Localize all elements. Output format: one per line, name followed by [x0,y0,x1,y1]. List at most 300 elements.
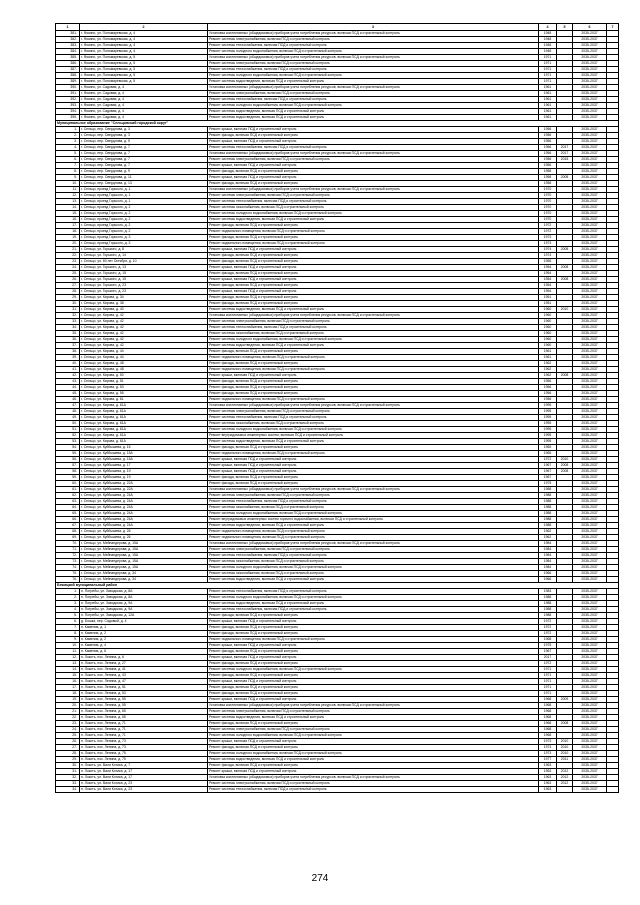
work-type-cell: Ремонт крыши, включая ПСД и строительный контроль [208,469,539,475]
year-built-cell: 1973 [539,739,557,745]
year-built-cell: 1977 [539,757,557,763]
last-repair-cell: 2010 [557,745,573,751]
year-built-cell: 1962 [539,373,557,379]
last-repair-cell: 2015 [557,157,573,163]
work-type-cell: Ремонт фасада, включая ПСД и строительный контроль [208,349,539,355]
row-number: 15. [56,673,80,679]
period-cell: 2035-2037 [573,97,607,103]
year-built-cell: 1971 [539,691,557,697]
work-type-cell: Ремонт системы теплоснабжения, включая ПСД и строительный контроль [208,607,539,613]
address-cell: г. Фокино, ул. Садовая, д. 4 [80,97,208,103]
year-built-cell: 1984 [539,541,557,547]
work-type-cell: Ремонт системы холодного водоснабжения, включая ПСД и строительный контроль [208,733,539,739]
row-number: 395. [56,115,80,121]
address-cell: д. Бошка, пер. Садовый, д. 4 [80,619,208,625]
last-repair-cell: 2017 [557,145,573,151]
year-built-cell: 1970 [539,217,557,223]
address-cell: г. Фокино, ул. Пономаревская, д. 5 [80,55,208,61]
row-number: 39. [56,355,80,361]
period-cell: 2035-2037 [573,211,607,217]
work-type-cell: Ремонт системы теплоснабжения, включая ПСД и строительный контроль [208,67,539,73]
address-cell: г. Сельцо, ул. Кирова, д. 61А [80,421,208,427]
address-cell: п. Локоть, пос. Ленина, д. 65 [80,715,208,721]
period-cell: 2035-2037 [573,523,607,529]
work-type-cell: Установка коллективных (общедомовых) приборов учета потребления ресурсов, включая ПСД и строительный контроль [208,31,539,37]
work-type-cell: Ремонт фасада, включая ПСД и строительный контроль [208,685,539,691]
period-cell: 2035-2037 [573,439,607,445]
period-cell: 2035-2037 [573,655,607,661]
row-number: 40. [56,361,80,367]
work-type-cell: Ремонт фасада, включая ПСД и строительный контроль [208,661,539,667]
row-number: 5. [56,151,80,157]
work-type-cell: Ремонт крыши, включая ПСД и строительный контроль [208,373,539,379]
year-built-cell: 1965 [539,451,557,457]
table-body [56,31,619,793]
period-cell: 2035-2037 [573,229,607,235]
work-type-cell: Ремонт системы теплоснабжения, включая ПСД и строительный контроль [208,787,539,793]
row-number: 74. [56,565,80,571]
year-built-cell: 1960 [539,337,557,343]
year-built-cell: 1988 [539,523,557,529]
address-cell: п. Камелия, д. 6 [80,649,208,655]
row-number: 12. [56,193,80,199]
work-type-cell: Ремонт системы водоотведения, включая ПСД и строительный контроль [208,109,539,115]
row-number: 61. [56,487,80,493]
row-number: 62. [56,493,80,499]
period-cell: 2035-2037 [573,259,607,265]
work-type-cell: Ремонт фасада, включая ПСД и строительный контроль [208,301,539,307]
address-cell: г. Фокино, ул. Пономаревская, д. 4 [80,37,208,43]
period-cell: 2035-2037 [573,499,607,505]
work-type-cell: Ремонт внутридомовых инженерных систем, включая ПСД и строительный контроль [208,433,539,439]
address-cell: г. Сельцо, ул. Горького, д. 15 [80,277,208,283]
address-cell: п. Локоть, пос. Ленина, д. 71 [80,727,208,733]
year-built-cell: 1966 [539,571,557,577]
period-cell: 2035-2037 [573,493,607,499]
work-type-cell: Ремонт крыши, включая ПСД и строительный контроль [208,643,539,649]
row-number: 391. [56,91,80,97]
year-built-cell: 1972 [539,661,557,667]
work-type-cell: Ремонт крыши, включая ПСД и строительный контроль [208,457,539,463]
work-type-cell: Ремонт системы теплоснабжения, включая ПСД и строительный контроль [208,589,539,595]
row-number: 18. [56,691,80,697]
period-cell: 2035-2037 [573,517,607,523]
work-type-cell: Ремонт подвального помещения, включая ПСД и строительный контроль [208,367,539,373]
work-type-cell: Ремонт крыши, включая ПСД и строительный контроль [208,697,539,703]
work-type-cell: Установка коллективных (общедомовых) приборов учета потребления ресурсов, включая ПСД и строительный контроль [208,775,539,781]
header-cell: 7 [607,24,619,31]
year-built-cell: 1956 [539,145,557,151]
year-built-cell: 1995 [539,415,557,421]
address-cell: п. Камелия, д. 1 [80,625,208,631]
row-number: 73. [56,559,80,565]
row-number: 25. [56,271,80,277]
address-cell: г. Сельцо, ул. Куйбышева, д. 24А [80,523,208,529]
row-number: 386. [56,61,80,67]
address-cell: г. Сельцо, ул. Куйбышева, д. 24А [80,511,208,517]
period-cell: 2035-2037 [573,205,607,211]
period-cell: 2035-2037 [573,697,607,703]
year-built-cell: 1971 [539,673,557,679]
period-cell: 2035-2037 [573,721,607,727]
last-repair-cell [557,787,573,793]
row-number: 20. [56,703,80,709]
work-type-cell: Установка коллективных (общедомовых) приборов учета потребления ресурсов, включая ПСД и строительный контроль [208,487,539,493]
work-type-cell: Ремонт системы теплоснабжения, включая ПСД и строительный контроль [208,97,539,103]
address-cell: г. Сельцо, ул. Кирова, д. 44 [80,355,208,361]
address-cell: п. Локоть, пос. Ленина, д. 75 [80,757,208,763]
last-repair-cell: 2008 [557,277,573,283]
row-number: 18. [56,229,80,235]
work-type-cell: Ремонт фасада, включая ПСД и строительный контроль [208,481,539,487]
address-cell: г. Сельцо, ул. Куйбышева, д. 26 [80,529,208,535]
year-built-cell: 1974 [539,253,557,259]
work-type-cell: Ремонт системы электроснабжения, включая ПСД и строительный контроль [208,61,539,67]
last-repair-cell: 2012 [557,769,573,775]
period-cell: 2035-2037 [573,73,607,79]
year-built-cell: 1972 [539,631,557,637]
address-cell: г. Сельцо, ул. Горького, д. 15 [80,271,208,277]
address-cell: г. Сельцо, ул. Кирова, д. 61А [80,433,208,439]
row-number: 69. [56,535,80,541]
year-built-cell: 1960 [539,343,557,349]
year-built-cell: 1956 [539,139,557,145]
address-cell: г. Сельцо, пер. Свердлова, д. 7 [80,145,208,151]
year-built-cell: 1984 [539,547,557,553]
header-row [56,24,619,31]
address-cell: г. Сельцо, ул. Горького, д. 13 [80,265,208,271]
row-number: 26. [56,739,80,745]
last-repair-cell: 2011 [557,757,573,763]
year-built-cell: 1956 [539,163,557,169]
row-number: 9. [56,637,80,643]
year-built-cell: 1972 [539,229,557,235]
last-repair-cell: 2009 [557,697,573,703]
work-type-cell: Установка коллективных (общедомовых) приборов учета потребления ресурсов, включая ПСД и строительный контроль [208,403,539,409]
year-built-cell: 1974 [539,247,557,253]
work-type-cell: Ремонт системы электроснабжения, включая ПСД и строительный контроль [208,319,539,325]
row-number: 385. [56,55,80,61]
year-built-cell: 1961 [539,91,557,97]
work-type-cell: Ремонт подвального помещения, включая ПСД и строительный контроль [208,241,539,247]
address-cell: п. Локоть, пос. Ленина, д. 71 [80,721,208,727]
year-built-cell: 1995 [539,421,557,427]
period-cell: 2035-2037 [573,427,607,433]
work-type-cell: Установка коллективных (общедомовых) приборов учета потребления ресурсов, включая ПСД и строительный контроль [208,703,539,709]
year-built-cell: 1984 [539,553,557,559]
year-built-cell: 1961 [539,85,557,91]
work-type-cell: Ремонт системы газоснабжения, включая ПСД и строительный контроль [208,205,539,211]
address-cell: п. Потребы, ул. Заводская, д. 9А [80,601,208,607]
year-built-cell: 1973 [539,751,557,757]
program-table [55,23,619,793]
period-cell: 2035-2037 [573,553,607,559]
period-cell: 2035-2037 [573,37,607,43]
row-number: 14. [56,205,80,211]
address-cell: г. Фокино, ул. Садовая, д. 4 [80,85,208,91]
year-built-cell: 1988 [539,607,557,613]
work-type-cell: Ремонт крыши, включая ПСД и строительный контроль [208,289,539,295]
last-repair-cell: 2008 [557,721,573,727]
period-cell: 2035-2037 [573,157,607,163]
header-cell: 3 [208,24,539,31]
year-built-cell: 1984 [539,559,557,565]
row-number: 56. [56,457,80,463]
address-cell: г. Сельцо, проезд Горького, д. 2 [80,229,208,235]
work-type-cell: Ремонт фасада, включая ПСД и строительный контроль [208,259,539,265]
period-cell: 2035-2037 [573,283,607,289]
year-built-cell: 1961 [539,349,557,355]
address-cell: г. Сельцо, ул. Мейнандерова, д. 34 [80,571,208,577]
last-repair-cell: 2010 [557,307,573,313]
row-number: 21. [56,247,80,253]
work-type-cell: Ремонт крыши, включая ПСД и строительный контроль [208,619,539,625]
year-built-cell: 1968 [539,727,557,733]
work-type-cell: Ремонт системы теплоснабжения, включая ПСД и строительный контроль [208,415,539,421]
row-number: 6. [56,619,80,625]
period-cell: 2035-2037 [573,319,607,325]
year-built-cell: 1951 [539,301,557,307]
address-cell: г. Сельцо, ул. Кирова, д. 38 [80,301,208,307]
row-number: 29. [56,757,80,763]
year-built-cell: 1971 [539,61,557,67]
period-cell: 2035-2037 [573,373,607,379]
period-cell: 2035-2037 [573,193,607,199]
period-cell: 2035-2037 [573,733,607,739]
row-number: 6. [56,157,80,163]
period-cell: 2035-2037 [573,637,607,643]
year-built-cell: 1963 [539,763,557,769]
period-cell: 2035-2037 [573,241,607,247]
period-cell: 2035-2037 [573,181,607,187]
work-type-cell: Ремонт крыши, включая ПСД и строительный контроль [208,463,539,469]
row-number: 1. [56,127,80,133]
year-built-cell: 1995 [539,439,557,445]
period-cell: 2035-2037 [573,187,607,193]
work-type-cell: Ремонт внутридомовых инженерных систем горячего водоснабжения, включая ПСД и строительный контроль [208,517,539,523]
row-number: 30. [56,301,80,307]
period-cell: 2035-2037 [573,667,607,673]
year-built-cell: 1970 [539,211,557,217]
row-number: 393. [56,103,80,109]
address-cell: п. Локоть, пос. Ленина, д. 47 [80,679,208,685]
year-built-cell: 1972 [539,625,557,631]
address-cell: п. Локоть, пос. Ленина, д. 55 [80,697,208,703]
year-built-cell: 1954 [539,289,557,295]
work-type-cell: Ремонт фасада, включая ПСД и строительный контроль [208,625,539,631]
table-row [56,787,619,793]
year-built-cell: 1968 [539,703,557,709]
row-number: 31. [56,307,80,313]
address-cell: г. Сельцо, пер. Свердлова, д. 5 [80,139,208,145]
period-cell: 2035-2037 [573,409,607,415]
period-cell: 2035-2037 [573,355,607,361]
year-built-cell: 1984 [539,565,557,571]
period-cell: 2035-2037 [573,265,607,271]
address-cell: г. Сельцо, пер. Свердлова, д. 7 [80,163,208,169]
address-cell: г. Сельцо, ул. Куйбышева, д. 24А [80,493,208,499]
period-cell: 2035-2037 [573,163,607,169]
period-cell: 2035-2037 [573,145,607,151]
period-cell: 2035-2037 [573,763,607,769]
row-number: 64. [56,505,80,511]
year-built-cell: 1971 [539,73,557,79]
period-cell: 2035-2037 [573,289,607,295]
year-built-cell: 1960 [539,307,557,313]
period-cell: 2035-2037 [573,661,607,667]
work-type-cell: Ремонт крыши, включая ПСД и строительный контроль [208,175,539,181]
address-cell: г. Сельцо, ул. Куйбышева, д. 19 [80,475,208,481]
period-cell: 2035-2037 [573,247,607,253]
period-cell: 2035-2037 [573,781,607,787]
period-cell: 2035-2037 [573,169,607,175]
year-built-cell: 1960 [539,331,557,337]
period-cell: 2035-2037 [573,139,607,145]
address-cell: г. Сельцо, проезд Горького, д. 3 [80,235,208,241]
row-number: 382. [56,37,80,43]
period-cell: 2035-2037 [573,397,607,403]
work-type-cell: Ремонт системы теплоснабжения, включая ПСД и строительный контроль [208,499,539,505]
period-cell: 2035-2037 [573,445,607,451]
year-built-cell: 1956 [539,157,557,163]
work-type-cell: Ремонт системы электроснабжения, включая ПСД и строительный контроль [208,193,539,199]
year-built-cell: 1965 [539,445,557,451]
period-cell: 2035-2037 [573,301,607,307]
year-built-cell: 1988 [539,595,557,601]
work-type-cell: Ремонт фасада, включая ПСД и строительный контроль [208,391,539,397]
row-number: 24. [56,727,80,733]
period-cell: 2035-2037 [573,103,607,109]
work-type-cell: Ремонт крыши, включая ПСД и строительный контроль [208,679,539,685]
address-cell: г. Сельцо, ул. Кирова, д. 42 [80,325,208,331]
row-number: 3. [56,601,80,607]
row-number: 43. [56,379,80,385]
period-cell: 2035-2037 [573,217,607,223]
row-number: 1. [56,589,80,595]
work-type-cell: Ремонт системы холодного водоснабжения, включая ПСД и строительный контроль [208,751,539,757]
work-type-cell: Ремонт фасада, включая ПСД и строительный контроль [208,613,539,619]
header-cell: 1 [56,24,80,31]
period-cell: 2035-2037 [573,391,607,397]
year-built-cell: 1963 [539,769,557,775]
period-cell: 2035-2037 [573,469,607,475]
address-cell: г. Сельцо, ул. Мейнандерова, д. 15А [80,541,208,547]
period-cell: 2035-2037 [573,61,607,67]
year-built-cell: 1958 [539,175,557,181]
work-type-cell: Ремонт системы электроснабжения, включая ПСД и строительный контроль [208,157,539,163]
year-built-cell: 1971 [539,679,557,685]
address-cell: п. Камелия, д. 2 [80,637,208,643]
work-type-cell: Ремонт системы электроснабжения, включая ПСД и строительный контроль [208,91,539,97]
row-number: 25. [56,733,80,739]
period-cell: 2035-2037 [573,787,607,793]
row-number: 67. [56,523,80,529]
row-number: 68. [56,529,80,535]
period-cell: 2035-2037 [573,343,607,349]
year-built-cell: 1988 [539,487,557,493]
address-cell: г. Сельцо, проезд Горького, д. 3 [80,241,208,247]
year-built-cell: 1968 [539,715,557,721]
row-number: 27. [56,745,80,751]
row-number: 72. [56,553,80,559]
period-cell: 2035-2037 [573,703,607,709]
year-built-cell: 1988 [539,601,557,607]
address-cell: г. Сельцо, пер. Свердлова, д. 3 [80,127,208,133]
address-cell: п. Локоть, ул. Вали Котика, д. 17 [80,775,208,781]
row-number: 2. [56,133,80,139]
row-number: 22. [56,715,80,721]
work-type-cell: Ремонт фасада, включая ПСД и строительный контроль [208,361,539,367]
year-built-cell: 1968 [539,697,557,703]
address-cell: г. Сельцо, проезд Горького, д. 1 [80,199,208,205]
address-cell: г. Фокино, ул. Садовая, д. 4 [80,91,208,97]
year-built-cell: 1967 [539,475,557,481]
year-built-cell: 1967 [539,463,557,469]
year-built-cell: 1970 [539,205,557,211]
address-cell: п. Локоть, пос. Ленина, д. 75 [80,751,208,757]
period-cell: 2035-2037 [573,487,607,493]
year-built-cell: 1988 [539,499,557,505]
work-type-cell: Ремонт фасада, включая ПСД и строительный контроль [208,169,539,175]
work-type-cell: Ремонт фасада, включая ПСД и строительный контроль [208,223,539,229]
work-type-cell: Ремонт системы водоотведения, включая ПСД и строительный контроль [208,343,539,349]
row-number: 384. [56,49,80,55]
header-cell: 6 [573,24,607,31]
period-cell: 2035-2037 [573,235,607,241]
last-repair-cell: 2008 [557,175,573,181]
row-number: 14. [56,667,80,673]
work-type-cell: Установка коллективных (общедомовых) приборов учета потребления ресурсов, включая ПСД и строительный контроль [208,541,539,547]
row-number: 59. [56,475,80,481]
address-cell: г. Фокино, ул. Пономаревская, д. 5 [80,73,208,79]
year-built-cell: 1956 [539,133,557,139]
period-cell: 2035-2037 [573,307,607,313]
row-number: 45. [56,391,80,397]
work-type-cell: Ремонт подвального помещения, включая ПСД и строительный контроль [208,529,539,535]
period-cell: 2035-2037 [573,475,607,481]
row-number: 70. [56,541,80,547]
work-type-cell: Ремонт системы водоотведения, включая ПСД и строительный контроль [208,307,539,313]
address-cell: п. Локоть, пос. Ленина, д. 53 [80,691,208,697]
work-type-cell: Ремонт системы холодного водоснабжения, включая ПСД и строительный контроль [208,427,539,433]
year-built-cell: 1961 [539,97,557,103]
year-built-cell: 1948 [539,43,557,49]
row-number: 19. [56,235,80,241]
address-cell: г. Сельцо, ул. Горького, д. 8 [80,247,208,253]
period-cell: 2035-2037 [573,613,607,619]
row-number: 28. [56,751,80,757]
period-cell: 2035-2037 [573,115,607,121]
section-title: Бежицкий муниципальный район [56,583,619,589]
row-number: 46. [56,397,80,403]
row-number: 34. [56,325,80,331]
address-cell: п. Локоть, ул. Вали Котика, д. 7 [80,763,208,769]
address-cell: г. Сельцо, проезд Горького, д. 1 [80,193,208,199]
year-built-cell: 1956 [539,127,557,133]
work-type-cell: Ремонт крыши, включая ПСД и строительный контроль [208,769,539,775]
row-number: 31. [56,769,80,775]
year-built-cell: 1962 [539,535,557,541]
period-cell: 2035-2037 [573,769,607,775]
row-number: 388. [56,73,80,79]
row-number: 65. [56,511,80,517]
period-cell: 2035-2037 [573,349,607,355]
period-cell: 2035-2037 [573,529,607,535]
work-type-cell: Ремонт фасада, включая ПСД и строительный контроль [208,673,539,679]
work-type-cell: Ремонт фасада, включая ПСД и строительный контроль [208,445,539,451]
year-built-cell: 1961 [539,115,557,121]
year-built-cell: 1967 [539,469,557,475]
